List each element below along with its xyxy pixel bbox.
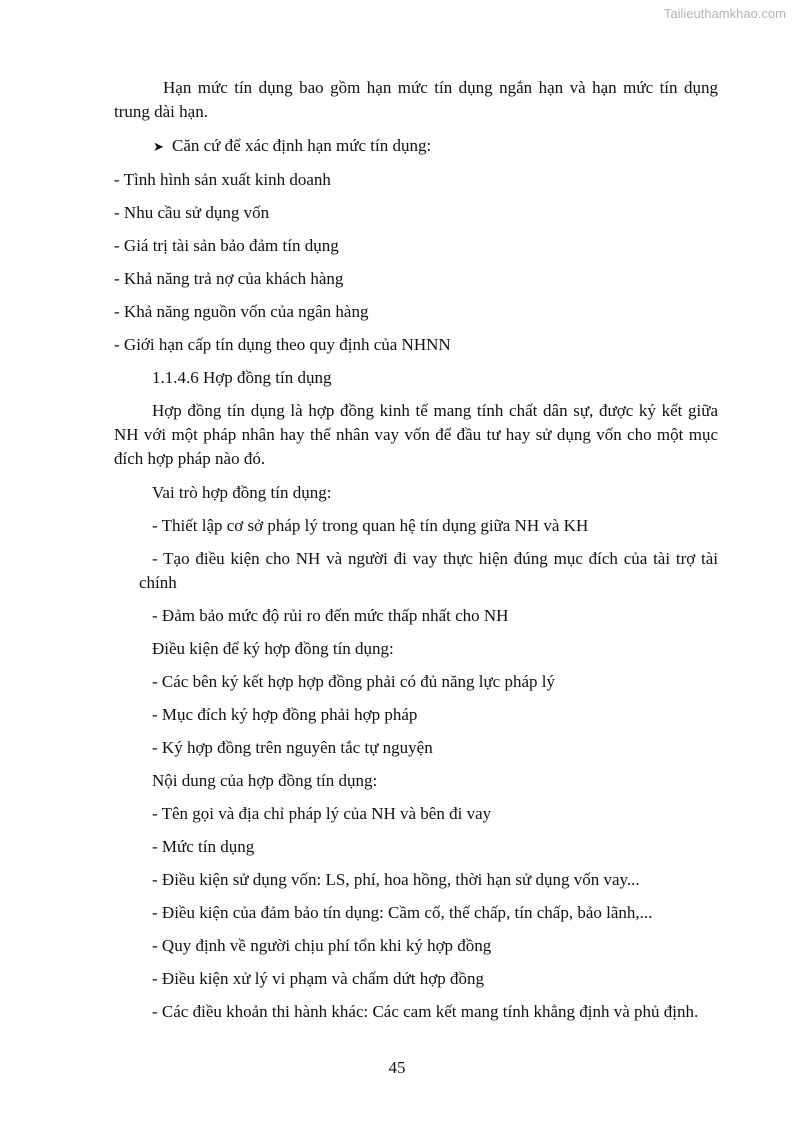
list-item: - Quy định về người chịu phí tổn khi ký hợp đồng bbox=[152, 936, 492, 955]
basis-heading-text: Căn cứ để xác định hạn mức tín dụng: bbox=[172, 136, 432, 155]
content-heading: Nội dung của hợp đồng tín dụng: bbox=[152, 771, 378, 790]
list-item: - Khả năng nguồn vốn của ngân hàng bbox=[114, 302, 369, 321]
list-item: - Tên gọi và địa chỉ pháp lý của NH và bên đi vay bbox=[152, 804, 492, 823]
watermark: Tailieuthamkhao.com bbox=[663, 6, 786, 21]
arrow-bullet-icon: ➤ bbox=[153, 139, 164, 154]
section-heading: 1.1.4.6 Hợp đồng tín dụng bbox=[152, 368, 332, 387]
list-item: - Các điều khoản thi hành khác: Các cam kết mang tính khẳng định và phủ định. bbox=[152, 1002, 699, 1021]
list-item: - Giới hạn cấp tín dụng theo quy định của NHNN bbox=[114, 335, 451, 354]
condition-heading: Điều kiện để ký hợp đồng tín dụng: bbox=[152, 639, 394, 658]
list-item: - Điều kiện sử dụng vốn: LS, phí, hoa hồng, thời hạn sử dụng vốn vay... bbox=[152, 870, 640, 889]
role-heading: Vai trò hợp đồng tín dụng: bbox=[152, 483, 332, 502]
list-item: - Điều kiện xử lý vi phạm và chấm dứt hợp đồng bbox=[152, 969, 484, 988]
list-item: - Tạo điều kiện cho NH và người đi vay thực hiện đúng mục đích của tài trợ tài chính bbox=[139, 549, 718, 592]
intro-paragraph: Hạn mức tín dụng bao gồm hạn mức tín dụng ngắn hạn và hạn mức tín dụng trung dài hạn. bbox=[114, 78, 718, 121]
list-item: - Khả năng trả nợ của khách hàng bbox=[114, 269, 344, 288]
list-item: - Ký hợp đồng trên nguyên tắc tự nguyện bbox=[152, 738, 433, 757]
page-number: 45 bbox=[388, 1058, 406, 1077]
list-item: - Đảm bảo mức độ rủi ro đến mức thấp nhất cho NH bbox=[152, 606, 509, 625]
list-item: - Giá trị tài sản bảo đảm tín dụng bbox=[114, 236, 339, 255]
page-body bbox=[114, 76, 718, 1024]
list-item: - Mức tín dụng bbox=[152, 837, 255, 856]
basis-heading bbox=[114, 134, 718, 159]
list-item: - Mục đích ký hợp đồng phải hợp pháp bbox=[152, 705, 418, 724]
list-item: - Điều kiện của đảm bảo tín dụng: Cầm cố, thế chấp, tín chấp, bảo lãnh,... bbox=[152, 903, 653, 922]
list-item: - Tình hình sản xuất kinh doanh bbox=[114, 170, 331, 189]
list-item: - Các bên ký kết hợp hợp đồng phải có đủ năng lực pháp lý bbox=[152, 672, 555, 691]
list-item: - Nhu cầu sử dụng vốn bbox=[114, 203, 270, 222]
definition-paragraph: Hợp đồng tín dụng là hợp đồng kinh tế mang tính chất dân sự, được ký kết giữa NH với một pháp nhân hay thể nhân vay vốn để đầu tư hay sử dụng vốn cho một mục đích hợp pháp nào đó. bbox=[114, 401, 718, 468]
list-item: - Thiết lập cơ sở pháp lý trong quan hệ tín dụng giữa NH và KH bbox=[152, 516, 589, 535]
